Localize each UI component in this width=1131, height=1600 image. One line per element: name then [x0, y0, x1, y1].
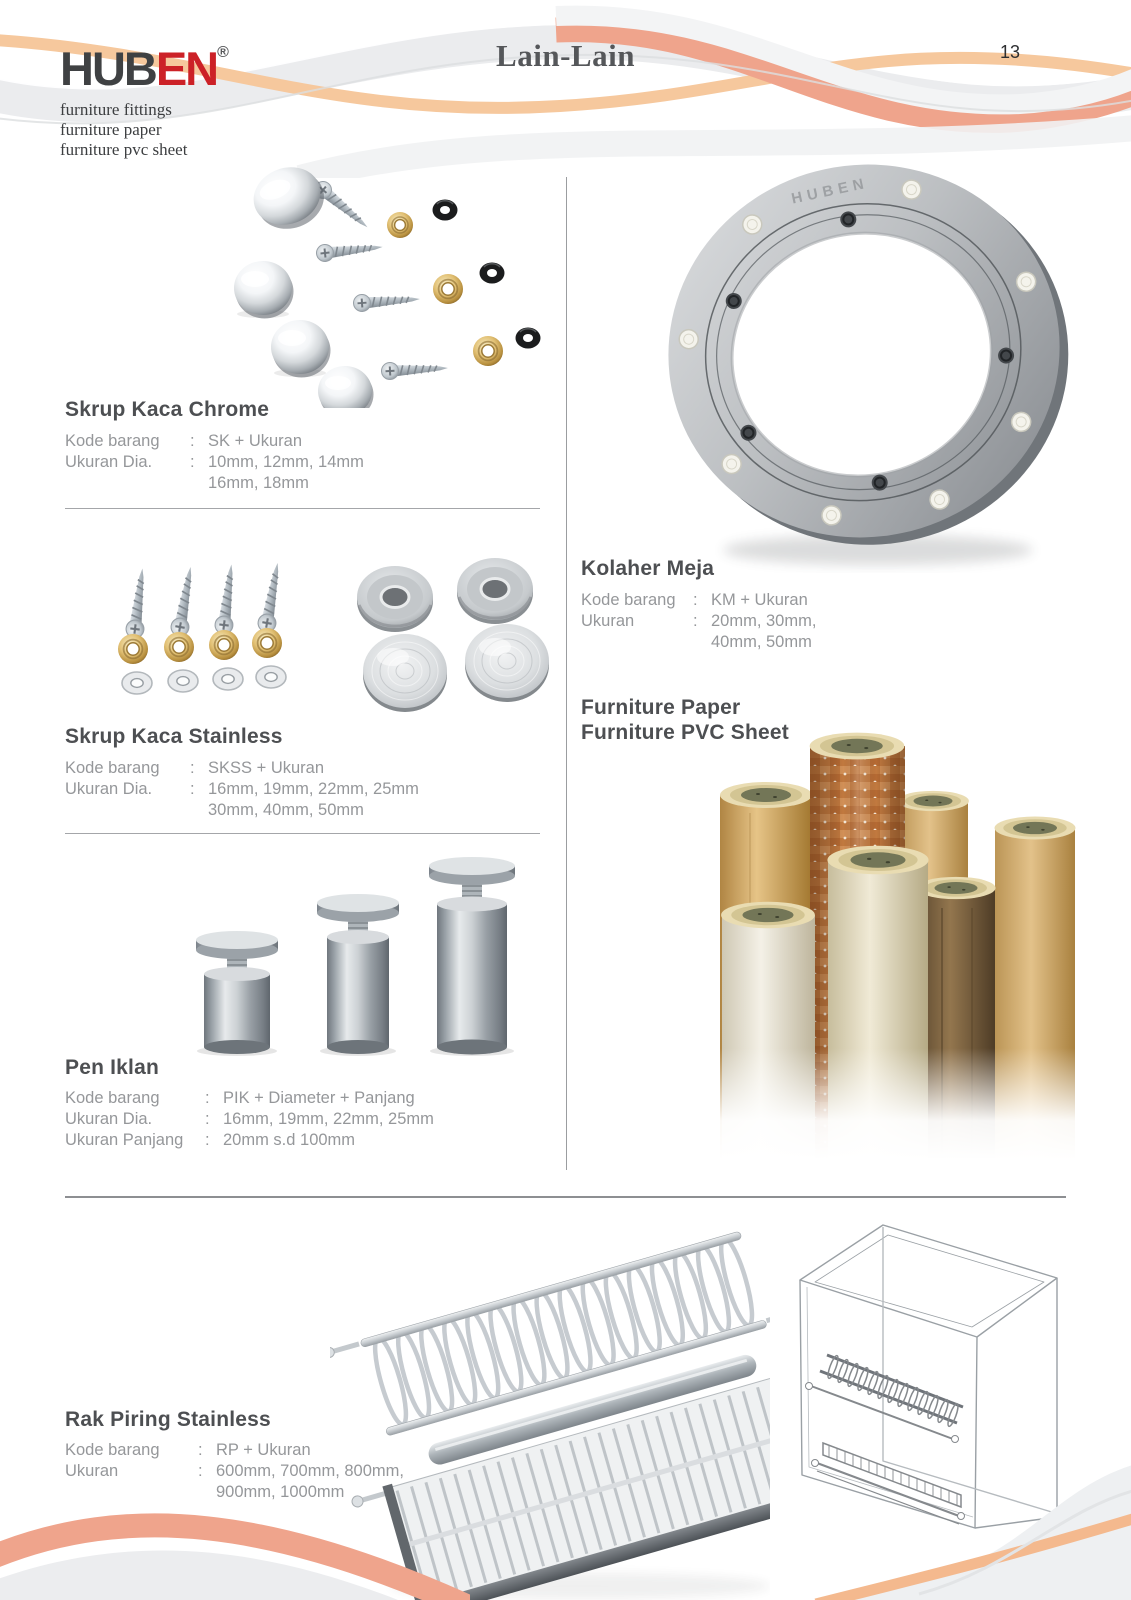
spec-colon: : — [190, 432, 195, 450]
tagline-line-2: furniture paper — [60, 120, 162, 139]
spec-colon: : — [198, 1462, 203, 1480]
section-title-skrup-kaca-chrome: Skrup Kaca Chrome — [65, 398, 270, 421]
standoff-medium — [317, 894, 399, 1056]
spec-row — [65, 1130, 545, 1151]
section-divider-1 — [65, 508, 540, 509]
spec-row — [65, 473, 545, 494]
section-title-skrup-kaca-stainless: Skrup Kaca Stainless — [65, 725, 283, 748]
section-title-pen-iklan: Pen Iklan — [65, 1056, 160, 1079]
spec-colon: : — [693, 591, 698, 609]
ring-embossed-brand-label: HUBEN — [789, 174, 871, 208]
spec-label: Kode barang — [581, 591, 676, 609]
standoff-large — [429, 857, 515, 1056]
product-image-furniture-paper-rolls — [680, 718, 1100, 1160]
brand-tagline — [60, 100, 320, 160]
roll-bottom-fade — [680, 1048, 1100, 1160]
spec-value: KM + Ukuran — [711, 591, 808, 609]
spec-value: SKSS + Ukuran — [208, 759, 325, 777]
footer-swoosh-left — [0, 1488, 470, 1600]
spec-value: 40mm, 50mm — [711, 633, 812, 651]
spec-colon: : — [205, 1110, 210, 1128]
spec-block-kolaher-meja — [581, 590, 1061, 653]
spec-label: Kode barang — [65, 432, 160, 450]
column-divider — [566, 177, 567, 1170]
brand-name-gray: HUB — [60, 42, 156, 95]
spec-row — [65, 1109, 545, 1130]
spec-colon: : — [190, 453, 195, 471]
furniture-paper-line-2: Furniture PVC Sheet — [581, 721, 789, 744]
spec-label — [65, 473, 190, 494]
tagline-line-1: furniture fittings — [60, 100, 172, 119]
section-divider-2 — [65, 833, 540, 834]
spec-colon: : — [190, 780, 195, 798]
spec-colon: : — [205, 1089, 210, 1107]
tagline-line-3: furniture pvc sheet — [60, 140, 188, 159]
product-image-pen-iklan — [165, 848, 535, 1056]
registered-mark: ® — [217, 44, 229, 61]
spec-row — [65, 1461, 485, 1482]
spec-row — [581, 611, 1061, 632]
section-title-kolaher-meja: Kolaher Meja — [581, 557, 715, 580]
spec-row — [581, 632, 1061, 653]
spec-label: Kode barang — [65, 759, 160, 777]
spec-label — [581, 632, 693, 653]
spec-value: 16mm, 18mm — [208, 474, 309, 492]
spec-row — [581, 590, 1061, 611]
spec-row — [65, 1088, 545, 1109]
section-title-furniture-paper — [581, 695, 789, 745]
spec-block-pen-iklan — [65, 1088, 545, 1151]
spec-row — [65, 431, 545, 452]
section-title-rak-piring: Rak Piring Stainless — [65, 1408, 271, 1431]
spec-colon — [693, 632, 711, 653]
spec-label: Ukuran — [65, 1462, 119, 1480]
standoff-small — [196, 931, 278, 1056]
spec-value: 900mm, 1000mm — [216, 1483, 345, 1501]
spec-label — [65, 800, 190, 821]
spec-block-skrup-kaca-stainless — [65, 758, 545, 821]
spec-value: 20mm s.d 100mm — [223, 1131, 356, 1149]
spec-value: SK + Ukuran — [208, 432, 303, 450]
spec-value: 30mm, 40mm, 50mm — [208, 801, 364, 819]
spec-block-skrup-kaca-chrome — [65, 431, 545, 494]
spec-colon: : — [205, 1131, 210, 1149]
product-image-skrup-kaca-chrome — [195, 158, 550, 408]
spec-row — [65, 1440, 485, 1461]
spec-value: 10mm, 12mm, 14mm — [208, 453, 364, 471]
spec-row — [65, 452, 545, 473]
spec-row — [65, 758, 545, 779]
product-image-kolaher-meja — [640, 148, 1080, 573]
furniture-paper-line-1: Furniture Paper — [581, 696, 741, 719]
spec-colon: : — [693, 612, 698, 630]
page-title: Lain-Lain — [496, 38, 635, 73]
spec-label: Ukuran Dia. — [65, 780, 153, 798]
spec-colon: : — [190, 759, 195, 777]
brand-name-red: EN — [155, 42, 218, 95]
spec-label: Ukuran Dia. — [65, 453, 153, 471]
spec-row — [65, 779, 545, 800]
spec-label: Kode barang — [65, 1441, 160, 1459]
spec-value: 20mm, 30mm, — [711, 612, 817, 630]
spec-value: RP + Ukuran — [216, 1441, 311, 1459]
spec-value: 600mm, 700mm, 800mm, — [216, 1462, 404, 1480]
spec-label: Ukuran Panjang — [65, 1131, 184, 1149]
spec-value: 16mm, 19mm, 22mm, 25mm — [223, 1110, 434, 1128]
spec-colon — [190, 473, 208, 494]
spec-value: PIK + Diameter + Panjang — [223, 1089, 415, 1107]
spec-label: Ukuran Dia. — [65, 1110, 153, 1128]
spec-row — [65, 800, 545, 821]
page-number: 13 — [1000, 42, 1021, 62]
spec-colon: : — [198, 1441, 203, 1459]
spec-label: Ukuran — [581, 612, 635, 630]
footer-swoosh-right — [731, 1412, 1131, 1600]
product-image-skrup-kaca-stainless — [95, 525, 550, 717]
spec-label: Kode barang — [65, 1089, 160, 1107]
spec-value: 16mm, 19mm, 22mm, 25mm — [208, 780, 419, 798]
spec-colon — [190, 800, 208, 821]
